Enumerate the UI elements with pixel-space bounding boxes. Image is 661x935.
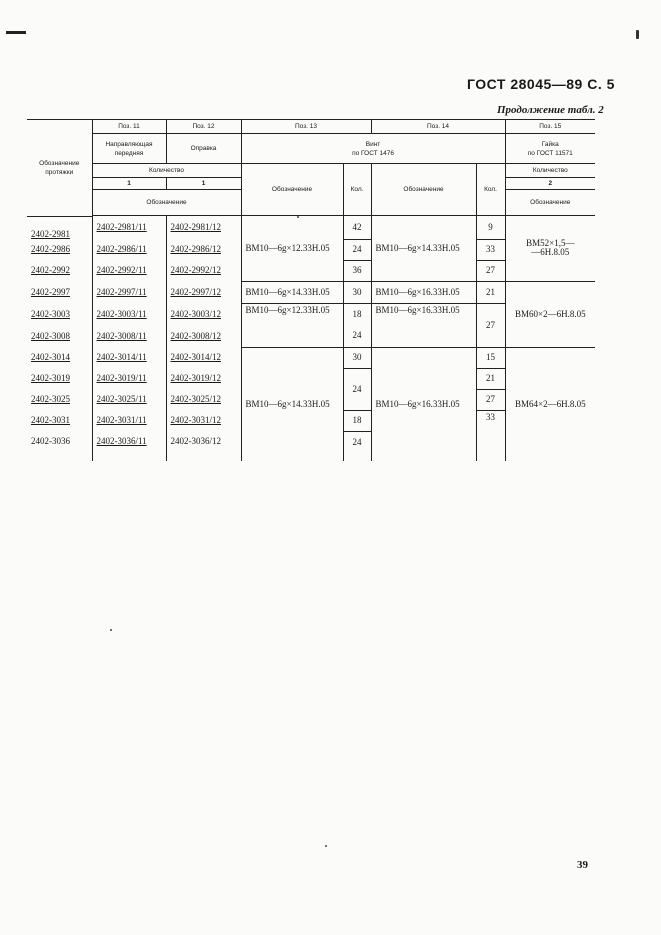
k13-cell: 18 [343, 303, 371, 325]
p14-group2: ВМ10—6g×16.33Н.05 [371, 281, 476, 303]
page-header: ГОСТ 28045—89 С. 5 [467, 76, 615, 92]
scan-speck [297, 216, 299, 218]
header-desig14: Обозначение [371, 164, 476, 216]
p14-group3: ВМ10—6g×16.33Н.05 [371, 303, 476, 347]
k14-cell: 27 [476, 389, 505, 410]
row-p12: 2402-2986/12 [170, 244, 221, 254]
header-qty15: 2 [505, 178, 595, 190]
header-guide: Направляющая передняя [92, 134, 166, 164]
header-poz11: Поз. 11 [92, 120, 166, 134]
row-code: 2402-2992 [31, 265, 70, 275]
row-code: 2402-2981 [31, 229, 70, 239]
header-nut-title: Гайка [541, 140, 559, 148]
k14-cell: 21 [476, 281, 505, 303]
k14-cell: 27 [476, 303, 505, 347]
row-code: 2402-2986 [31, 244, 70, 254]
scan-speck [325, 845, 327, 847]
k13-cell: 24 [343, 431, 371, 461]
row-p11: 2402-2981/11 [96, 222, 147, 232]
header-screw-title: Винт [365, 140, 381, 148]
row-p11: 2402-3019/11 [96, 373, 147, 383]
row-code: 2402-3019 [31, 373, 70, 383]
header-nut-std: по ГОСТ 11571 [527, 149, 573, 157]
header-poz14: Поз. 14 [371, 120, 505, 134]
row-p12: 2402-2992/12 [170, 265, 221, 275]
row-p12: 2402-3031/12 [170, 415, 221, 425]
row-p11: 2402-3014/11 [96, 352, 147, 362]
k14-cell: 21 [476, 368, 505, 389]
header-desig15: Обозначение [505, 190, 595, 216]
p14-group1: ВМ10—6g×14.33Н.05 [371, 216, 476, 281]
row-code: 2402-3008 [31, 330, 70, 341]
p15-group1 [505, 216, 595, 281]
k13-cell: 24 [343, 368, 371, 410]
row-p12: 2402-2981/12 [170, 222, 221, 232]
data-table [27, 119, 595, 461]
row-code: 2402-3031 [31, 415, 70, 425]
header-kol14: Кол. [476, 164, 505, 216]
page-number: 39 [577, 859, 588, 871]
k13-cell: 30 [343, 347, 371, 368]
row-p12: 2402-2997/12 [170, 286, 221, 297]
row-p12: 2402-3025/12 [170, 394, 221, 404]
header-qty11: 1 [92, 178, 166, 190]
header-kol13: Кол. [343, 164, 371, 216]
p13-group3: ВМ10—6g×12.33Н.05 [241, 303, 343, 347]
header-poz13: Поз. 13 [241, 120, 371, 134]
row-p12: 2402-3014/12 [170, 352, 221, 362]
p15-group1-line1: ВМ52×1,5— [526, 238, 575, 249]
k14-cell: 33 [476, 410, 505, 461]
row-p11: 2402-3025/11 [96, 394, 147, 404]
row-code: 2402-3014 [31, 352, 70, 362]
p15-group3: ВМ64×2—6Н.8.05 [514, 398, 586, 409]
row-code: 2402-3036 [31, 436, 70, 446]
header-qty15-label: Количество [505, 164, 595, 178]
header-nut [505, 134, 595, 164]
header-poz12: Поз. 12 [166, 120, 241, 134]
header-designation: Обозначение протяжки [27, 120, 92, 217]
row-p11: 2402-3008/11 [96, 330, 147, 341]
k13-cell: 30 [343, 281, 371, 303]
row-p12: 2402-3008/12 [170, 330, 221, 341]
table-continuation-label: Продолжение табл. 2 [497, 104, 604, 116]
p13-group2: ВМ10—6g×14.33Н.05 [241, 281, 343, 303]
row-code: 2402-2997 [31, 286, 70, 297]
header-desig-sub: Обозначение [92, 190, 241, 216]
header-mandrel: Оправка [166, 134, 241, 164]
row-p11: 2402-3003/11 [96, 308, 147, 319]
header-qty: Количество [92, 164, 241, 178]
p13-group4: ВМ10—6g×14.33Н.05 [241, 347, 343, 461]
k13-cell: 18 [343, 410, 371, 431]
row-p11: 2402-3036/11 [96, 436, 147, 446]
scan-speck [110, 629, 112, 631]
header-screw [241, 134, 505, 164]
header-screw-std: по ГОСТ 1476 [352, 149, 394, 157]
p15-group1-line2: —6Н.8.05 [531, 247, 570, 258]
p15-group2: ВМ60×2—6Н.8.05 [505, 281, 595, 347]
k13-cell: 42 [343, 216, 371, 239]
k14-cell: 33 [476, 239, 505, 260]
k13-cell: 24 [343, 325, 371, 347]
k14-cell: 15 [476, 347, 505, 368]
k14-cell: 9 [476, 216, 505, 239]
k13-cell: 24 [343, 239, 371, 260]
header-qty12: 1 [166, 178, 241, 190]
k13-cell: 36 [343, 260, 371, 281]
row-code: 2402-3003 [31, 308, 70, 319]
scan-mark [636, 30, 639, 39]
scan-mark [6, 31, 26, 34]
row-p11: 2402-3031/11 [96, 415, 147, 425]
p14-group4: ВМ10—6g×16.33Н.05 [371, 347, 476, 461]
k14-cell: 27 [476, 260, 505, 281]
p13-group1: ВМ10—6g×12.33Н.05 [241, 216, 343, 281]
row-p11: 2402-2997/11 [96, 286, 147, 297]
row-p12: 2402-3019/12 [170, 373, 221, 383]
header-desig13: Обозначение [241, 164, 343, 216]
row-p11: 2402-2986/11 [96, 244, 147, 254]
row-code: 2402-3025 [31, 394, 70, 404]
row-p11: 2402-2992/11 [96, 265, 147, 275]
row-p12: 2402-3003/12 [170, 308, 221, 319]
header-poz15: Поз. 15 [505, 120, 595, 134]
row-p12: 2402-3036/12 [170, 436, 221, 446]
